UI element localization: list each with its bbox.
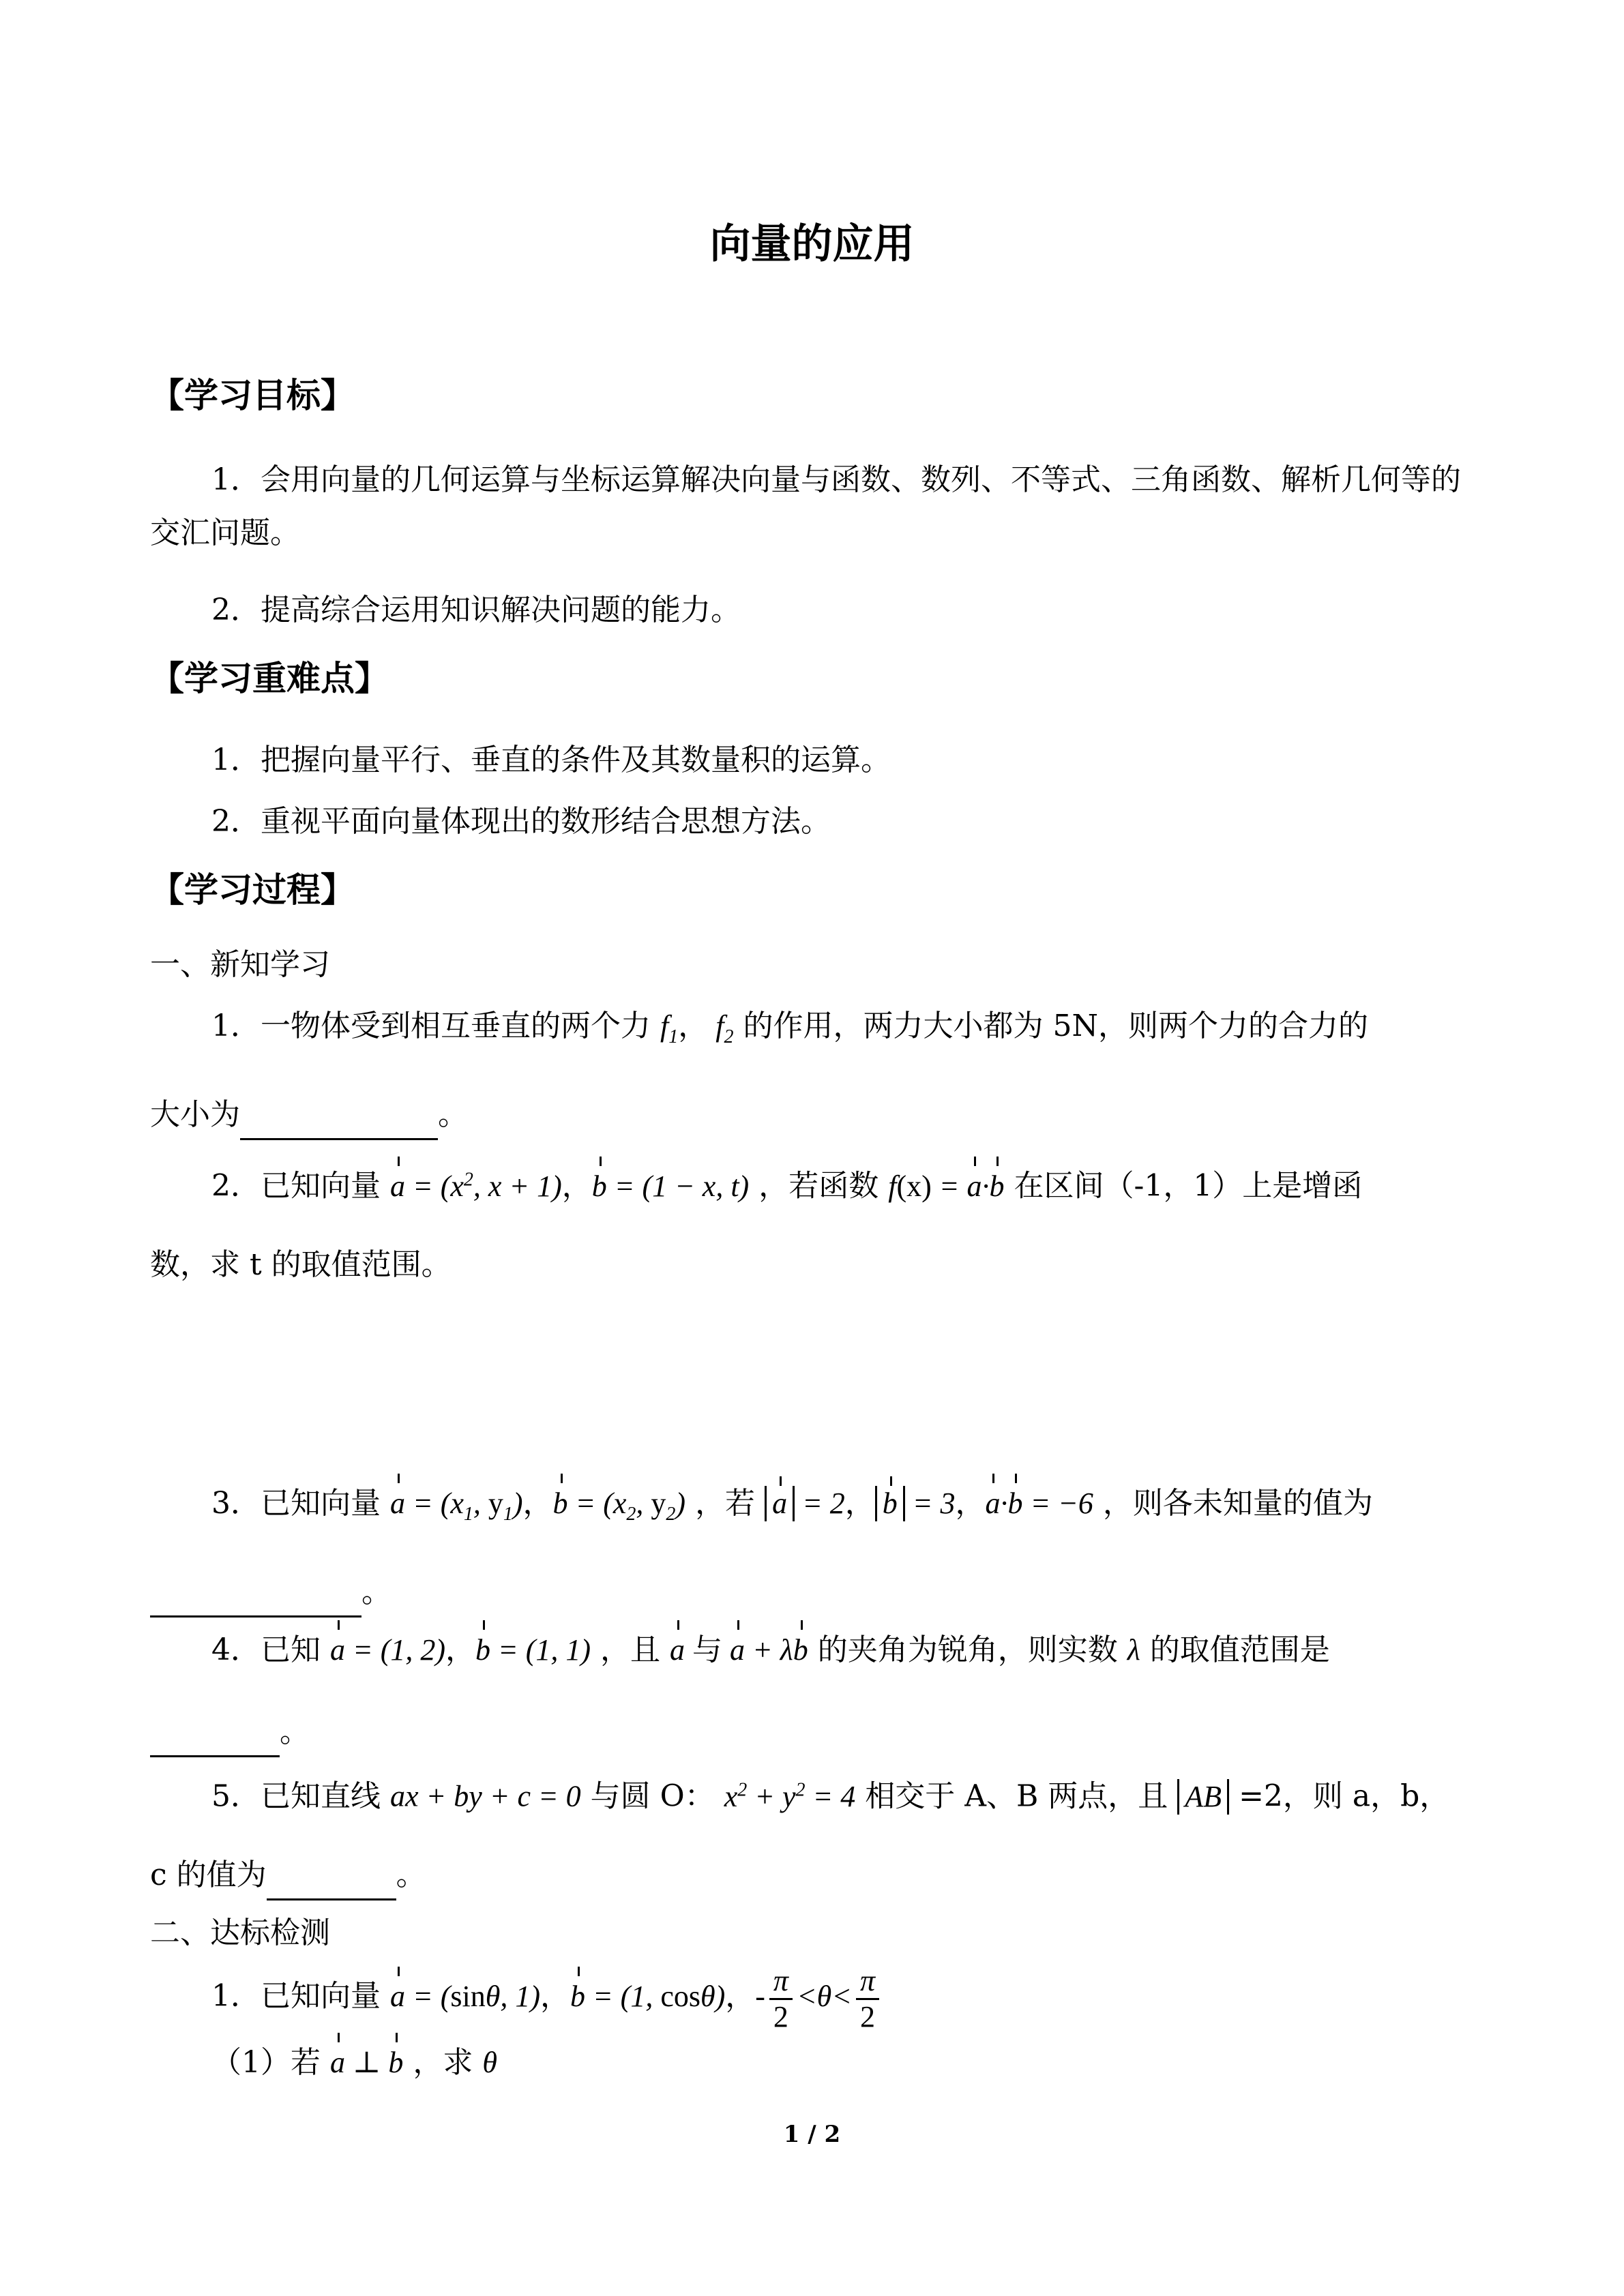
- question-2-line-1: [211, 1159, 1362, 1207]
- drill-1-sub-1: [211, 2042, 497, 2083]
- q4-angle-formula: a 与 a + λb: [670, 1633, 808, 1667]
- q4-lambda-symbol: λ: [1127, 1633, 1140, 1667]
- q3-conditions-formula: a = 2， b = 3，a·b = −6: [765, 1487, 1093, 1520]
- q4-prefix: 4．已知: [211, 1632, 321, 1667]
- answer-blank[interactable]: [150, 1714, 280, 1757]
- d1-sub1-formula: a ⊥ b: [330, 2046, 403, 2079]
- part2-title: 二、达标检测: [150, 1915, 330, 1950]
- q4-end: 的取值范围是: [1149, 1632, 1330, 1667]
- d1-sub1-prefix: （1）若: [211, 2045, 321, 2080]
- q4-suffix: 的夹角为锐角，则实数: [817, 1632, 1118, 1667]
- answer-blank[interactable]: [150, 1575, 361, 1617]
- d1-prefix: 1．已知向量: [211, 1978, 381, 2014]
- goal-item-2: 2．提高综合运用知识解决问题的能力。: [211, 593, 741, 627]
- q1-mid: 的作用，两力大小都为 5N，则两个力的合力的: [743, 1009, 1368, 1043]
- question-5-line-1: [211, 1770, 1449, 1817]
- d1-vector-formula: a = (sinθ, 1)，b = (1, cosθ)，- $\frac{\pi}{2}$ <θ< $\frac{\pi}{2}$: [390, 1980, 883, 2013]
- q5-prefix: 5．已知直线: [211, 1778, 381, 1814]
- d1-sub1-suffix: ，求: [413, 2045, 473, 2080]
- q5-line2: c 的值为: [150, 1858, 267, 1892]
- question-1-line-2: [150, 1094, 468, 1140]
- period: 。: [361, 1575, 392, 1609]
- q3-vector-formula: $a = (x_1$, $y_1$)，$b = (x_2$, $y_2$): [390, 1487, 685, 1520]
- key-point-item-1: 1．把握向量平行、垂直的条件及其数量积的运算。: [211, 743, 891, 777]
- d1-sub1-theta: θ: [482, 2046, 498, 2079]
- q3-mid: ，若: [695, 1486, 756, 1521]
- key-point-item-2: 2．重视平面向量体现出的数形结合思想方法。: [211, 804, 831, 839]
- q5-suffix: 相交于 A、B 两点，且: [865, 1778, 1168, 1814]
- q1-forces-formula: $f_1$， $f_2$: [660, 1009, 734, 1047]
- period: 。: [396, 1858, 426, 1892]
- question-3-line-2: [150, 1572, 392, 1617]
- q1-line2: 大小为: [150, 1097, 240, 1132]
- question-5-line-2: [150, 1855, 426, 1900]
- q1-prefix: 1．一物体受到相互垂直的两个力: [211, 1009, 651, 1043]
- answer-blank[interactable]: [240, 1097, 438, 1140]
- q2-function-formula: f(x) = a·b: [888, 1169, 1004, 1203]
- section-heading-goals: 【学习目标】: [150, 375, 355, 415]
- q5-line-formula: ax + by + c = 0: [390, 1779, 581, 1813]
- q5-circle-formula: $x^2 + y^2 = 4$: [724, 1779, 856, 1813]
- question-4-line-2: [150, 1712, 310, 1757]
- drill-1-line-1: [211, 1964, 883, 2034]
- question-4-line-1: [211, 1630, 1330, 1671]
- q5-chord-formula: AB: [1177, 1780, 1229, 1813]
- section-heading-process: 【学习过程】: [150, 869, 355, 910]
- period: 。: [280, 1714, 310, 1749]
- q4-mid: ，且: [600, 1632, 660, 1667]
- q2-prefix: 2．已知向量: [211, 1168, 381, 1204]
- q3-prefix: 3．已知向量: [211, 1486, 381, 1521]
- section-heading-key-points: 【学习重难点】: [150, 658, 389, 698]
- goal-item-1: 1．会用向量的几何运算与坐标运算解决向量与函数、数列、不等式、三角函数、解析几何等的交汇问题。: [150, 462, 1461, 550]
- period: 。: [438, 1097, 468, 1132]
- part1-title: 一、新知学习: [150, 947, 330, 982]
- q5-mid: 与圆 O：: [590, 1778, 715, 1814]
- page-title: 向量的应用: [709, 220, 915, 268]
- page-number: 1 / 2: [783, 2121, 841, 2148]
- q4-vector-formula: a = (1, 2)，b = (1, 1): [330, 1633, 591, 1667]
- q5-end: =2，则 a，b，: [1239, 1778, 1450, 1814]
- q2-vector-formula: $a = (x^2$, x + 1)，b = (1 − x, t): [390, 1169, 749, 1203]
- q2-suffix: 在区间（-1，1）上是增函: [1014, 1168, 1363, 1204]
- question-3-line-1: [211, 1483, 1373, 1535]
- question-2-line-2: 数，求 t 的取值范围。: [150, 1247, 452, 1282]
- answer-blank[interactable]: [267, 1858, 396, 1900]
- q2-mid: ，若函数: [758, 1168, 879, 1204]
- q3-suffix: ，则各未知量的值为: [1102, 1486, 1373, 1521]
- question-1-line-1: [211, 1006, 1368, 1058]
